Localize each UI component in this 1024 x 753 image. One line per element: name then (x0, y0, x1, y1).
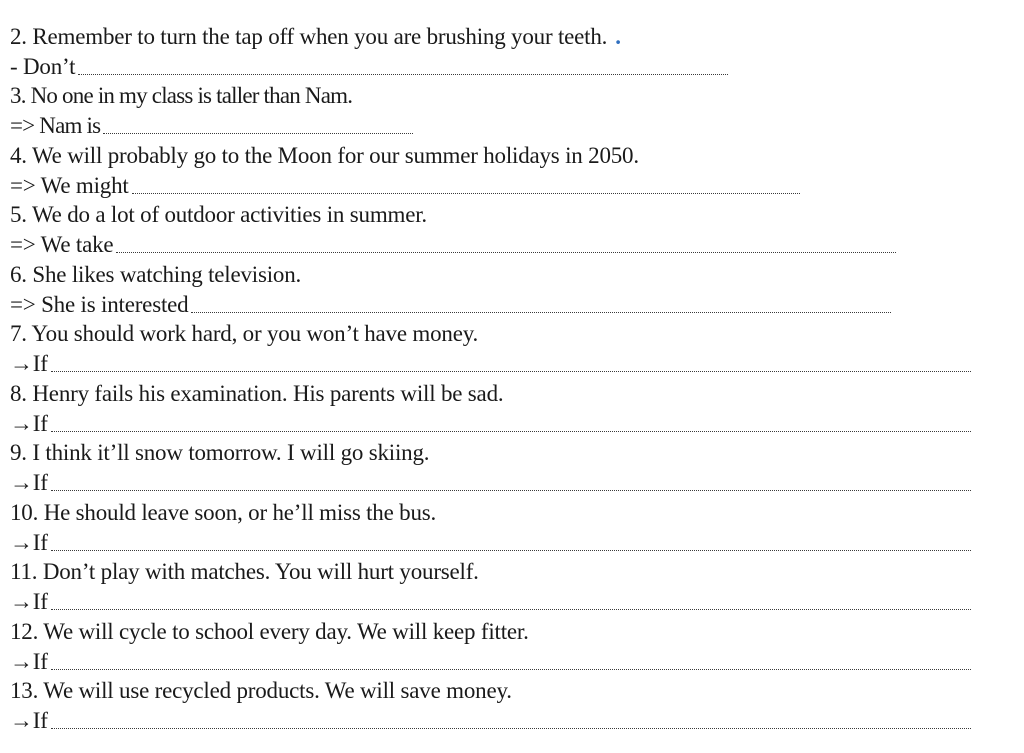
question-line (10, 496, 1010, 526)
exercise-sheet (10, 20, 1010, 734)
question-line (10, 199, 1010, 229)
question-text: 9. I think it’ll snow tomorrow. I will go skiing. (10, 440, 430, 466)
question-line (10, 675, 1010, 705)
question-line (10, 80, 1010, 110)
answer-lead: →If (10, 648, 48, 674)
answer-lead: →If (10, 589, 48, 614)
answer-blank[interactable] (51, 365, 971, 372)
question-text: 3. No one in my class is taller than Nam. (10, 83, 353, 109)
answer-line[interactable] (10, 228, 1010, 258)
answer-lead: →If (10, 351, 48, 376)
answer-blank[interactable] (51, 722, 971, 729)
question-text: 12. We will cycle to school every day. We will keep fitter. (10, 618, 529, 644)
answer-blank[interactable] (116, 246, 896, 253)
answer-lead: →If (10, 410, 48, 436)
answer-blank[interactable] (51, 484, 971, 491)
question-line (10, 377, 1010, 407)
question-text: 8. Henry fails his examination. His parents will be sad. (10, 380, 504, 406)
question-text: 13. We will use recycled products. We will save money. (10, 678, 512, 704)
question-line (10, 318, 1010, 348)
answer-line[interactable] (10, 288, 1010, 318)
question-text: 4. We will probably go to the Moon for our summer holidays in 2050. (10, 142, 639, 168)
question-text: 11. Don’t play with matches. You will hurt yourself. (10, 559, 479, 585)
answer-blank[interactable] (191, 306, 891, 313)
answer-blank[interactable] (78, 68, 728, 75)
answer-blank[interactable] (51, 425, 971, 432)
answer-blank[interactable] (103, 127, 413, 134)
answer-blank[interactable] (51, 544, 971, 551)
question-text: 10. He should leave soon, or he’ll miss the bus. (10, 499, 437, 525)
answer-line[interactable] (10, 466, 1010, 496)
answer-blank[interactable] (51, 603, 971, 610)
question-text: 7. You should work hard, or you won’t have money. (10, 321, 479, 347)
question-line (10, 615, 1010, 645)
answer-line[interactable] (10, 585, 1010, 615)
question-text: 6. She likes watching television. (10, 261, 302, 287)
answer-line[interactable] (10, 169, 1010, 199)
answer-line[interactable] (10, 109, 1010, 139)
answer-line[interactable] (10, 526, 1010, 556)
question-line (10, 20, 1010, 50)
answer-lead: →If (10, 708, 48, 733)
answer-lead: => Nam is (10, 113, 101, 138)
answer-line[interactable] (10, 407, 1010, 437)
question-line (10, 258, 1010, 288)
question-text: 5. We do a lot of outdoor activities in summer. (10, 202, 427, 228)
question-text: 2. Remember to turn the tap off when you are brushing your teeth. (10, 23, 608, 49)
question-line (10, 556, 1010, 586)
answer-lead: - Don’t (10, 53, 76, 79)
answer-line[interactable] (10, 50, 1010, 80)
answer-line[interactable] (10, 704, 1010, 734)
answer-lead: →If (10, 529, 48, 555)
blue-marker: . (615, 23, 621, 49)
answer-lead: →If (10, 470, 48, 495)
question-line (10, 139, 1010, 169)
answer-blank[interactable] (51, 663, 971, 670)
answer-blank[interactable] (132, 187, 800, 194)
answer-line[interactable] (10, 645, 1010, 675)
question-line (10, 437, 1010, 467)
answer-lead: => We take (10, 232, 114, 257)
answer-lead: => She is interested (10, 291, 189, 317)
answer-line[interactable] (10, 347, 1010, 377)
answer-lead: => We might (10, 172, 129, 198)
